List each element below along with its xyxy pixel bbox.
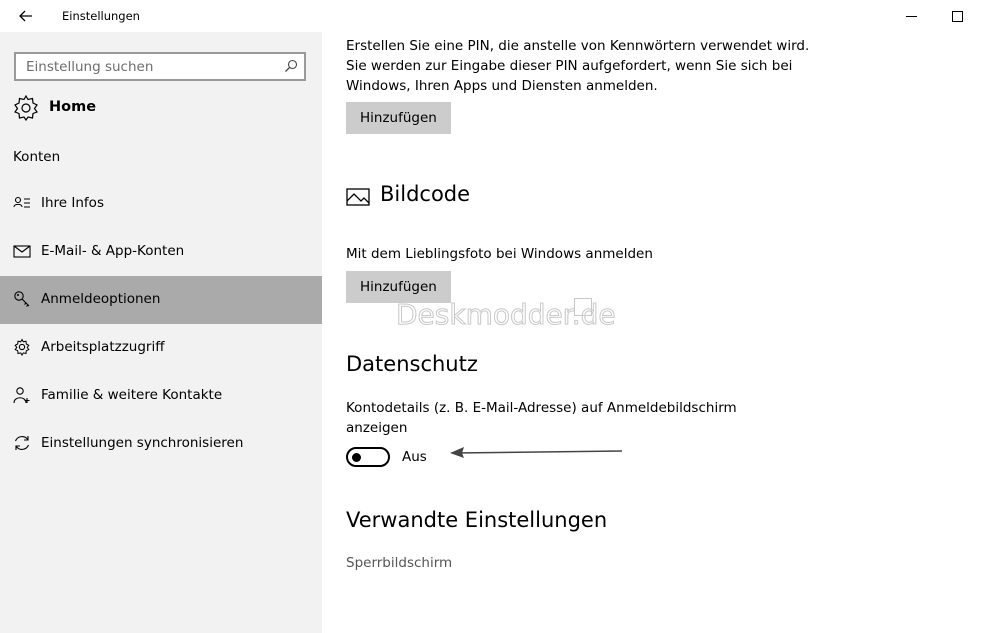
search-input[interactable] bbox=[14, 52, 306, 81]
pin-add-button[interactable]: Hinzufügen bbox=[346, 102, 451, 134]
maximize-icon bbox=[952, 11, 963, 22]
home-label: Home bbox=[49, 99, 97, 115]
person-card-icon bbox=[13, 194, 31, 212]
key-icon bbox=[13, 290, 31, 308]
sidebar-item-einstellungen-synchronisieren[interactable] bbox=[0, 420, 322, 468]
datenschutz-description: Kontodetails (z. B. E-Mail-Adresse) auf Anmeldebildschirm anzeigen bbox=[346, 400, 737, 436]
watermark-mark bbox=[574, 298, 592, 316]
minimize-icon bbox=[906, 11, 917, 22]
sync-icon bbox=[13, 434, 31, 452]
sidebar-item-label: Familie & weitere Kontakte bbox=[41, 387, 223, 403]
sidebar-item-label: Anmeldeoptionen bbox=[41, 291, 161, 307]
minimize-button[interactable] bbox=[888, 0, 934, 32]
arrow-left-icon bbox=[19, 10, 33, 22]
related-settings-title: Verwandte Einstellungen bbox=[346, 508, 608, 532]
bildcode-description: Mit dem Lieblingsfoto bei Windows anmelden bbox=[346, 246, 653, 262]
mail-icon bbox=[13, 242, 31, 260]
datenschutz-title: Datenschutz bbox=[346, 352, 478, 376]
gear-icon bbox=[13, 95, 39, 121]
sidebar-item-anmeldeoptionen[interactable] bbox=[0, 276, 322, 324]
title-bar bbox=[0, 0, 990, 32]
sidebar-item-label: E-Mail- & App-Konten bbox=[41, 243, 185, 259]
search-icon[interactable] bbox=[284, 59, 298, 73]
sidebar-item-arbeitsplatzzugriff[interactable] bbox=[0, 324, 322, 372]
main-content bbox=[322, 32, 990, 633]
bildcode-add-button[interactable]: Hinzufügen bbox=[346, 271, 451, 303]
sidebar bbox=[0, 32, 322, 633]
maximize-button[interactable] bbox=[934, 0, 980, 32]
account-details-toggle[interactable] bbox=[346, 447, 390, 467]
sperrbildschirm-link[interactable]: Sperrbildschirm bbox=[346, 555, 453, 571]
app-title: Einstellungen bbox=[62, 9, 140, 23]
search-placeholder: Einstellung suchen bbox=[26, 59, 154, 75]
person-add-icon bbox=[13, 386, 31, 404]
group-label-konten: Konten bbox=[13, 149, 61, 165]
briefcase-gear-icon bbox=[13, 338, 31, 356]
watermark: Deskmodder.de bbox=[396, 298, 616, 331]
toggle-state-label: Aus bbox=[402, 449, 427, 465]
bildcode-title: Bildcode bbox=[380, 182, 471, 206]
sidebar-item-label: Einstellungen synchronisieren bbox=[41, 435, 244, 451]
sidebar-item-familie-kontakte[interactable] bbox=[0, 372, 322, 420]
home-nav-item[interactable] bbox=[0, 90, 322, 126]
pin-description: Erstellen Sie eine PIN, die anstelle von Kennwörtern verwendet wird. Sie werden zur Eingabe dieser PIN aufgefordert, wenn Sie sich bei Windows, Ihren Apps und Diensten anmelden. bbox=[346, 38, 810, 94]
back-button[interactable] bbox=[12, 4, 40, 28]
sidebar-item-label: Arbeitsplatzzugriff bbox=[41, 339, 165, 355]
sidebar-item-ihre-infos[interactable] bbox=[0, 180, 322, 228]
sidebar-item-email-app-konten[interactable] bbox=[0, 228, 322, 276]
toggle-knob bbox=[352, 453, 361, 462]
picture-icon bbox=[346, 187, 370, 207]
arrow-left-annotation-icon bbox=[448, 442, 624, 462]
sidebar-item-label: Ihre Infos bbox=[41, 195, 104, 211]
